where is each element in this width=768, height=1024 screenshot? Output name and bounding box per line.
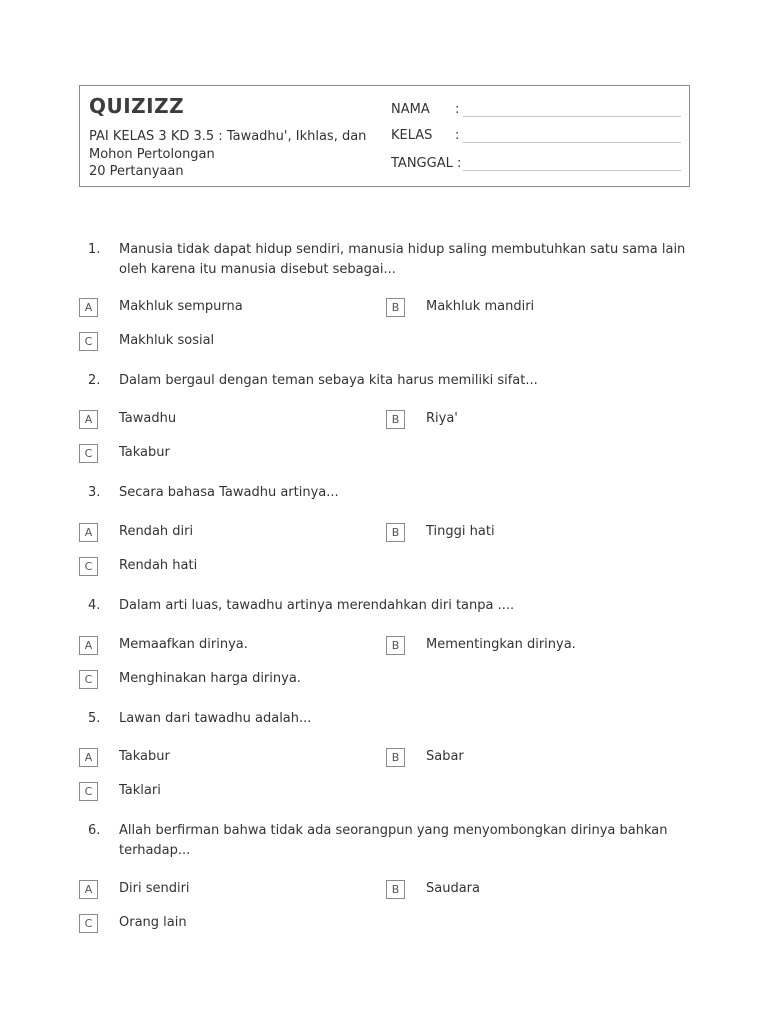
option-text: Memaafkan dirinya. (119, 637, 248, 652)
option-letter-box: C (79, 914, 98, 933)
option-letter-box: C (79, 332, 98, 351)
option-text: Menghinakan harga dirinya. (119, 671, 301, 686)
question-number: 2. (88, 373, 101, 388)
name-separator: : (455, 102, 460, 117)
option-letter-box: C (79, 557, 98, 576)
option-text: Sabar (426, 749, 464, 764)
option-letter-box: C (79, 782, 98, 801)
option-letter-box: C (79, 670, 98, 689)
option-text: Rendah hati (119, 558, 198, 573)
option-letter-box: B (386, 636, 405, 655)
option-letter-box: B (386, 410, 405, 429)
option-letter-box: B (386, 523, 405, 542)
option-text: Makhluk sosial (119, 333, 215, 348)
question-text: Allah berfirman bahwa tidak ada seorangpun yang menyombongkan dirinya bahkan terhadap... (119, 823, 668, 858)
question-text: Dalam arti luas, tawadhu artinya merendahkan diri tanpa .... (119, 598, 515, 613)
question-count: 20 Pertanyaan (89, 164, 184, 179)
question-text: Secara bahasa Tawadhu artinya... (119, 485, 339, 500)
option-letter-box: A (79, 636, 98, 655)
option-text: Rendah diri (119, 524, 194, 539)
date-field[interactable] (391, 156, 461, 171)
name-label: NAMA (391, 102, 430, 117)
date-label: TANGGAL (391, 156, 453, 171)
class-line (463, 142, 681, 143)
question-number: 4. (88, 598, 101, 613)
option-text: Riya' (426, 411, 458, 426)
option-text: Saudara (426, 881, 480, 896)
class-label: KELAS (391, 128, 433, 143)
option-text: Mementingkan dirinya. (426, 637, 576, 652)
option-letter-box: B (386, 880, 405, 899)
option-text: Taklari (119, 783, 161, 798)
option-letter-box: A (79, 523, 98, 542)
class-field[interactable] (391, 128, 459, 143)
worksheet-header (79, 85, 690, 187)
question-number: 6. (88, 823, 101, 838)
class-separator: : (455, 128, 460, 143)
option-text: Orang lain (119, 915, 187, 930)
question-text: Manusia tidak dapat hidup sendiri, manusia hidup saling membutuhkan satu sama lain oleh karena itu manusia disebut sebagai... (119, 242, 686, 277)
question-text: Dalam bergaul dengan teman sebaya kita harus memiliki sifat... (119, 373, 538, 388)
question-number: 3. (88, 485, 101, 500)
question-text: Lawan dari tawadhu adalah... (119, 711, 312, 726)
option-text: Tawadhu (119, 411, 177, 426)
quiz-title: PAI KELAS 3 KD 3.5 : Tawadhu', Ikhlas, dan Mohon Pertolongan (89, 129, 367, 162)
option-letter-box: B (386, 748, 405, 767)
option-text: Makhluk sempurna (119, 299, 243, 314)
option-letter-box: C (79, 444, 98, 463)
option-text: Diri sendiri (119, 881, 190, 896)
name-line (463, 116, 681, 117)
option-text: Tinggi hati (426, 524, 495, 539)
option-text: Makhluk mandiri (426, 299, 535, 314)
option-letter-box: B (386, 298, 405, 317)
option-letter-box: A (79, 748, 98, 767)
question-number: 5. (88, 711, 101, 726)
question-number: 1. (88, 242, 101, 257)
date-line (463, 170, 681, 171)
quizizz-logo: QUIZIZZ (89, 94, 185, 118)
date-separator: : (456, 156, 462, 171)
name-field[interactable] (391, 102, 459, 117)
option-letter-box: A (79, 880, 98, 899)
option-text: Takabur (119, 445, 170, 460)
option-text: Takabur (119, 749, 170, 764)
option-letter-box: A (79, 410, 98, 429)
option-letter-box: A (79, 298, 98, 317)
